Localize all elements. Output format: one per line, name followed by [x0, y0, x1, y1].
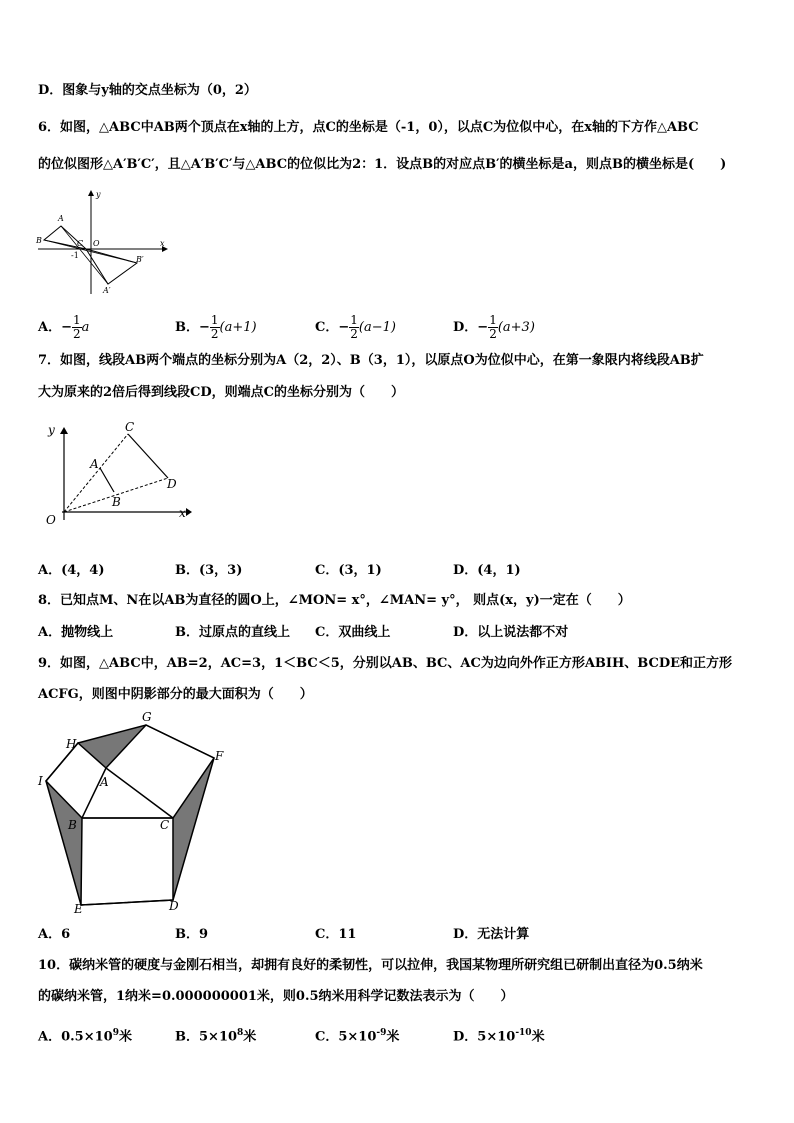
- q9-option-d: D．无法计算: [453, 927, 530, 942]
- q10-option-d-unit: 米: [531, 1029, 545, 1045]
- q7-segment-cd: [128, 434, 168, 478]
- q9-option-c: C．11: [315, 927, 357, 942]
- q9-label-h: H: [66, 737, 77, 751]
- q7-figure: [40, 418, 195, 528]
- q7-label-d: D: [167, 477, 177, 491]
- q6-option-b-letter: B．: [175, 320, 199, 335]
- q9-option-a: A．6: [38, 927, 71, 942]
- q9-label-e: E: [74, 902, 83, 916]
- q6-option-c-tail: (a−1): [358, 320, 396, 335]
- q7-label-x: x: [179, 506, 186, 520]
- q6-option-a: [38, 314, 89, 341]
- q6-option-a-tail: a: [81, 320, 90, 335]
- q10-stem-line2: 的碳纳米管，1纳米=0.000000001米，则0.5纳米用科学记数法表示为（ ）: [38, 989, 514, 1004]
- q10-option-a: [38, 1024, 132, 1046]
- q7-option-b: B．(3，3): [175, 563, 243, 578]
- q9-label-b: B: [68, 818, 77, 832]
- q10-option-a-letter: A．: [38, 1029, 62, 1045]
- q10-option-c-base: 5×10: [338, 1029, 377, 1045]
- q6-option-d-tail: (a+3): [497, 320, 535, 335]
- q10-stem-line1: 10．碳纳米管的硬度与金刚石相当，却拥有良好的柔韧性，可以拉伸，我国某物理所研究组已研制出直径为0.5纳米: [38, 958, 703, 973]
- q10-option-c-letter: C．: [315, 1029, 339, 1045]
- q9-label-a: A: [100, 775, 109, 789]
- q6-option-d-den: 2: [489, 327, 497, 341]
- q9-label-c: C: [160, 818, 170, 832]
- q8-option-a: A．抛物线上: [38, 625, 114, 640]
- q6-figure: [34, 188, 169, 298]
- q9-figure: [36, 708, 231, 916]
- q10-option-d-exp: -10: [515, 1028, 532, 1038]
- q8-stem: 8．已知点M、N在以AB为直径的圆O上，∠MON= x°，∠MAN= y°， 则点(x，y)一定在（ ）: [38, 593, 631, 608]
- q6-option-d-sign: −: [477, 320, 489, 335]
- q6-option-d-num: 1: [489, 313, 497, 327]
- q6-label-bp: B′: [136, 255, 144, 264]
- q6-option-c-num: 1: [350, 313, 358, 327]
- q9-stem-line2: ACFG，则图中阴影部分的最大面积为（ ）: [38, 687, 313, 702]
- q7-label-c: C: [125, 420, 135, 434]
- q10-option-d-letter: D．: [453, 1029, 478, 1045]
- q6-option-c-den: 2: [350, 327, 358, 341]
- q6-option-c-letter: C．: [315, 320, 339, 335]
- q10-option-a-base: 0.5×10: [61, 1029, 113, 1045]
- q7-segment-ab: [100, 468, 114, 492]
- q6-y-arrow-icon: [88, 190, 94, 196]
- q6-option-b-sign: −: [199, 320, 210, 335]
- q7-label-a: A: [90, 457, 99, 471]
- q6-stem-line2: 的位似图形△A′B′C′，且△A′B′C′与△ABC的位似比为2：1．设点B的对应点B′的横坐标是a，则点B的横坐标是( ): [38, 157, 727, 172]
- q10-option-a-exp: 9: [112, 1028, 119, 1038]
- q6-label-c: C: [77, 239, 84, 248]
- q6-option-b-fraction: [210, 314, 220, 341]
- q6-option-c-fraction: [349, 314, 359, 341]
- q9-option-b: B．9: [175, 927, 209, 942]
- q10-option-b: [175, 1024, 256, 1046]
- q6-label-b: B: [36, 236, 42, 245]
- q6-option-b: [175, 314, 257, 341]
- q6-option-c-sign: −: [338, 320, 350, 335]
- q7-option-a: A．(4，4): [38, 563, 105, 578]
- q8-option-c: C．双曲线上: [315, 625, 391, 640]
- q6-label-y: y: [96, 190, 101, 199]
- q6-label-minus1: -1: [71, 251, 79, 260]
- q7-label-o: O: [46, 513, 56, 527]
- q6-option-d: [453, 314, 535, 341]
- q6-label-a: A: [58, 214, 64, 223]
- q6-line-aa: [61, 226, 108, 284]
- q9-label-d: D: [169, 899, 179, 913]
- q6-label-x: x: [160, 239, 165, 248]
- q6-option-b-num: 1: [210, 313, 219, 327]
- q10-option-b-exp: 8: [237, 1028, 244, 1038]
- q10-option-d-base: 5×10: [477, 1029, 516, 1045]
- q6-option-b-den: 2: [210, 327, 219, 341]
- q6-option-a-letter: A．: [38, 320, 62, 335]
- q10-option-b-base: 5×10: [199, 1029, 238, 1045]
- q9-label-f: F: [215, 749, 224, 763]
- q9-stem-line1: 9．如图，△ABC中，AB=2，AC=3，1＜BC＜5，分别以AB、BC、AC为边向外作正方形ABIH、BCDE和正方形: [38, 656, 733, 671]
- q6-option-a-fraction: [72, 314, 82, 341]
- q7-stem-line2: 大为原来的2倍后得到线段CD，则端点C的坐标分别为（ ）: [38, 385, 405, 400]
- q6-option-d-fraction: [488, 314, 498, 341]
- q10-option-d: [453, 1024, 545, 1046]
- q6-option-c: [315, 314, 396, 341]
- q7-label-y: y: [48, 423, 55, 437]
- q7-y-arrow-icon: [60, 427, 68, 434]
- q7-x-arrow-icon: [186, 508, 192, 516]
- q10-option-c-unit: 米: [386, 1029, 400, 1045]
- q6-option-d-letter: D．: [453, 320, 478, 335]
- q10-option-c-exp: -9: [376, 1028, 387, 1038]
- q7-label-b: B: [112, 495, 121, 509]
- q6-option-a-num: 1: [73, 313, 81, 327]
- q8-option-b: B．过原点的直线上: [175, 625, 290, 640]
- q6-label-ap: A′: [103, 286, 111, 295]
- q9-label-g: G: [142, 710, 152, 724]
- q8-option-d: D．以上说法都不对: [453, 625, 569, 640]
- q7-option-d: D．(4，1): [453, 563, 521, 578]
- q7-option-c: C．(3，1): [315, 563, 382, 578]
- q10-option-b-unit: 米: [243, 1029, 257, 1045]
- q10-option-c: [315, 1024, 399, 1046]
- q10-option-a-unit: 米: [118, 1029, 132, 1045]
- q10-option-b-letter: B．: [175, 1029, 199, 1045]
- q6-stem-line1: 6．如图，△ABC中AB两个顶点在x轴的上方，点C的坐标是（-1，0），以点C为位似中心，在x轴的下方作△ABC: [38, 120, 699, 135]
- q6-option-a-den: 2: [73, 327, 81, 341]
- q5-option-d: D．图象与y轴的交点坐标为（0，2）: [38, 83, 257, 98]
- q6-option-b-tail: (a+1): [219, 320, 257, 335]
- q9-label-i: I: [38, 774, 43, 788]
- q6-option-a-sign: −: [61, 320, 72, 335]
- q6-label-o: O: [93, 239, 100, 248]
- q7-stem-line1: 7．如图，线段AB两个端点的坐标分别为A（2，2）、B（3，1），以原点O为位似中心，在第一象限内将线段AB扩: [38, 353, 704, 368]
